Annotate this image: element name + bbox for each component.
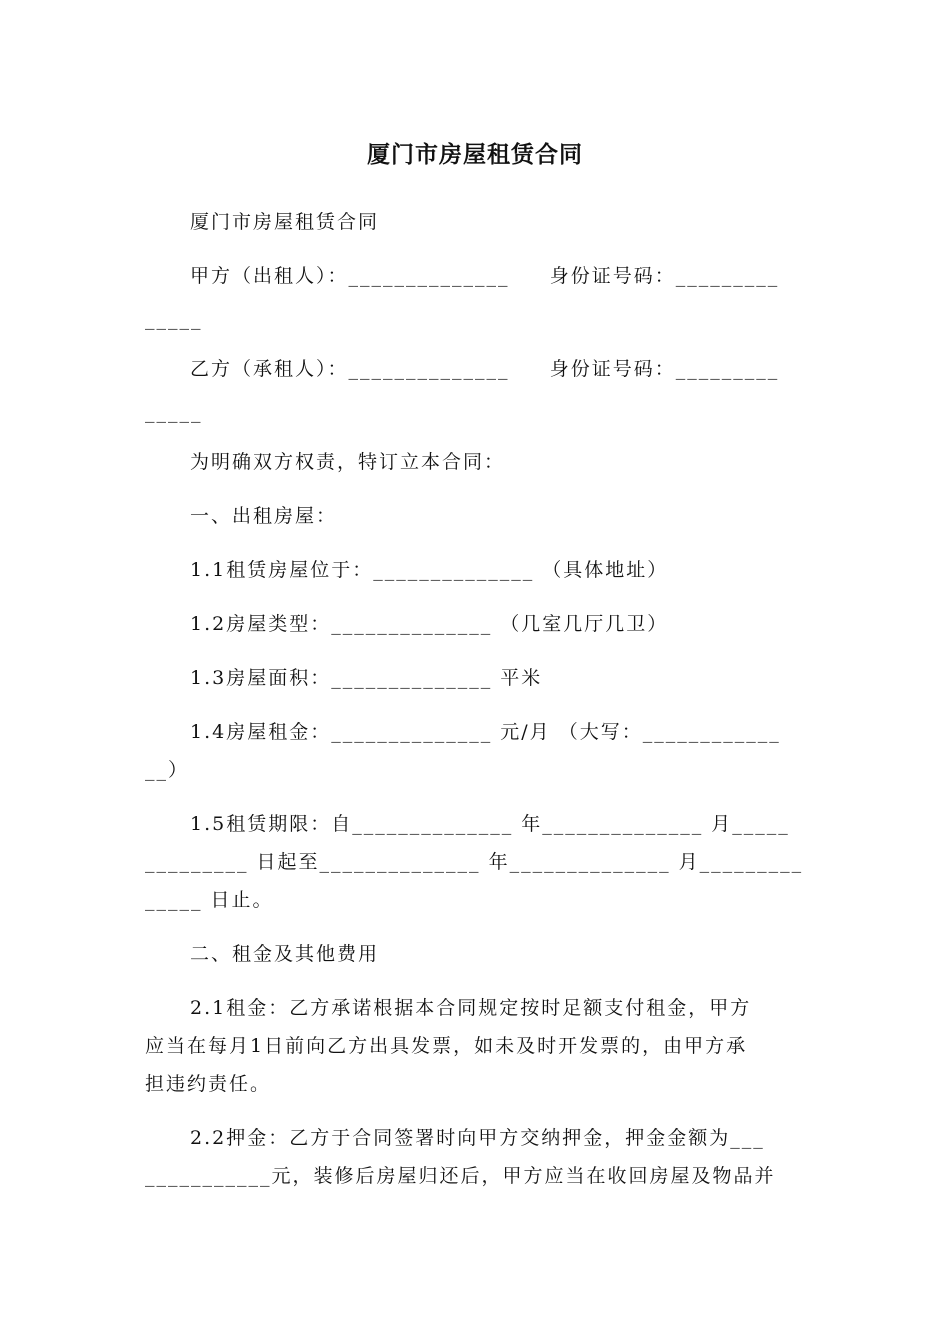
clause-1-5: 1.5租赁期限：自______________ 年______________ 月_____ [190, 813, 790, 835]
clause-1-3: 1.3房屋面积：______________ 平米 [190, 667, 543, 689]
clause-2-2: 2.2押金：乙方于合同签署时向甲方交纳押金，押金金额为___ [190, 1127, 765, 1149]
party-b-line-cont: _____ [145, 401, 203, 423]
clause-2-1-cont-1: 应当在每月1日前向乙方出具发票，如未及时开发票的，由甲方承 [145, 1035, 748, 1057]
clause-2-1-cont-2: 担违约责任。 [145, 1073, 272, 1095]
clause-1-2: 1.2房屋类型：______________ （几室几厅几卫） [190, 613, 669, 635]
intro-line: 厦门市房屋租赁合同 [190, 211, 380, 233]
purpose-line: 为明确双方权责，特订立本合同： [190, 451, 506, 473]
clause-1-4-cont: __） [145, 759, 190, 781]
clause-2-2-cont: ___________元，装修后房屋归还后，甲方应当在收回房屋及物品并 [145, 1165, 776, 1187]
clause-1-5-cont-2: _____ 日止。 [145, 889, 274, 911]
document-title: 厦门市房屋租赁合同 [367, 142, 583, 168]
party-b-line: 乙方（承租人）：______________ 身份证号码：_________ [190, 358, 780, 380]
clause-2-1: 2.1租金：乙方承诺根据本合同规定按时足额支付租金，甲方 [190, 997, 752, 1019]
party-a-line-cont: _____ [145, 308, 203, 330]
clause-1-1: 1.1租赁房屋位于：______________ （具体地址） [190, 559, 669, 581]
party-a-line: 甲方（出租人）：______________ 身份证号码：_________ [190, 265, 780, 287]
clause-1-5-cont-1: _________ 日起至______________ 年______________ 月_________ [145, 851, 804, 873]
section-2-heading: 二、租金及其他费用 [190, 943, 380, 965]
clause-1-4: 1.4房屋租金：______________ 元/月 （大写：____________ [190, 721, 781, 743]
section-1-heading: 一、出租房屋： [190, 505, 338, 527]
